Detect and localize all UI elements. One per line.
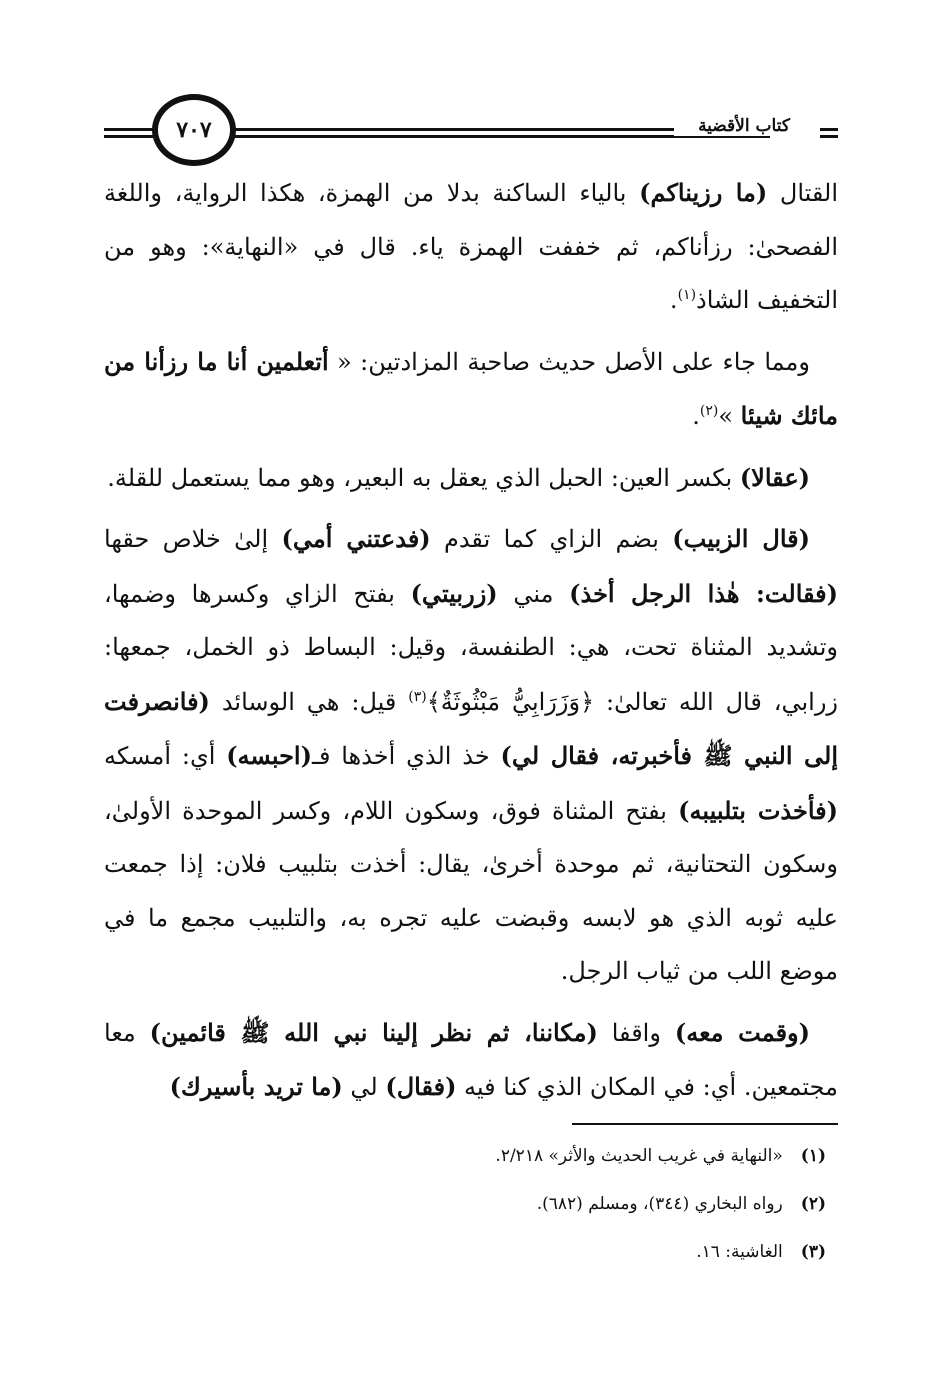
text-run: » — [718, 402, 741, 430]
paragraph — [104, 335, 838, 444]
text-run: مني — [497, 579, 570, 608]
bold-term: أتعلمين أنا ما رزأنا من مائك شيئا — [104, 346, 838, 430]
bold-term: (فأخذت بتلبيبه) — [678, 795, 838, 825]
text-run: . — [669, 286, 678, 314]
text-run: بفتح المثناة فوق، وسكون اللام، وكسر الموحدة الأولىٰ، وسكون التحتانية، ثم موحدة أخرىٰ، يقال: أخذت بتلبيب فلان: إذا جمعت عليه ثوبه الذي هو لابسه وقبضت عليه تجره به، والتلبيب مجمع ما في موضع اللب من ثياب الرجل. — [104, 796, 838, 985]
footnote-text: «النهاية في غريب الحديث والأثر» ٢/٢١٨. — [495, 1146, 783, 1166]
footnote-number: (٢) — [800, 1194, 826, 1214]
bold-term: (قال الزبيب) — [672, 524, 810, 553]
text-run: بفتح الزاي وكسرها وضمها، وتشديد المثناة تحت، هي: الطنفسة، وقيل: البساط ذو الخمل، جمعها: زرابي، قال الله تعالىٰ: — [104, 579, 838, 716]
bold-term: (وقمت معه) — [674, 1017, 810, 1047]
header-rule — [820, 128, 838, 131]
quran-quote: ﴿وَزَرَابِيُّ مَبْثُوثَةٌ﴾ — [426, 687, 595, 716]
page-header — [104, 92, 838, 172]
paragraph — [104, 1006, 838, 1115]
bold-term: (احبسه) — [226, 741, 312, 770]
text-run: بكسر العين: الحبل الذي يعقل به البعير، وهو مما يستعمل للقلة. — [107, 463, 740, 492]
footnote-ref[interactable]: (١) — [677, 287, 697, 303]
text-run: بالياء الساكنة بدلا من الهمزة، هكذا الرواية، واللغة الفصحىٰ: رزأناكم، ثم خففت الهمزة ياء. قال في «النهاية»: وهو من التخفيف الشاذ — [104, 179, 838, 314]
paragraph — [104, 166, 838, 328]
text-run: قيل: هي الوسائد — [209, 687, 409, 716]
footnote — [104, 1132, 826, 1180]
text-run: خذ الذي أخذها فـ — [311, 742, 501, 770]
text-run: ومما جاء على الأصل حديث صاحبة المزادتين: « — [328, 347, 810, 376]
page-number: ٧٠٧ — [176, 117, 212, 143]
bold-term: (فانصرفت إلى النبي ﷺ فأخبرته، فقال لي) — [104, 686, 839, 770]
text-run: واقفا — [597, 1018, 675, 1047]
bold-term: (مكاننا، ثم نظر إلينا نبي الله ﷺ قائمين) — [149, 1017, 598, 1047]
footnote — [104, 1228, 826, 1276]
book-title: كتاب الأقضية — [674, 116, 814, 136]
footnote-text: الغاشية: ١٦. — [696, 1242, 783, 1262]
footnote-number: (١) — [800, 1146, 826, 1166]
text-run: معا مجتمعين. أي: في المكان الذي كنا فيه — [104, 1018, 838, 1101]
text-run: إلىٰ خلاص حقها — [104, 525, 282, 553]
text-run: بضم الزاي كما تقدم — [430, 525, 673, 553]
bold-term: (فقالت: هٰذا الرجل أخذ) — [569, 578, 838, 608]
bold-term: (ما تريد بأسيرك) — [169, 1072, 343, 1101]
bold-term: (ما رزيناكم) — [639, 178, 768, 207]
footnote-separator — [572, 1123, 838, 1125]
text-run: لي — [342, 1073, 386, 1101]
header-rule — [820, 135, 838, 138]
bold-term: (عقالا) — [739, 462, 810, 492]
bold-term: (زربيتي) — [410, 578, 498, 608]
paragraph — [104, 512, 838, 999]
bold-term: (فدعتني أمي) — [281, 524, 431, 553]
main-text — [104, 166, 838, 1122]
footnote-number: (٣) — [800, 1242, 826, 1262]
text-run: . — [692, 402, 700, 430]
page-number-badge — [152, 94, 236, 166]
footnote — [104, 1180, 826, 1228]
footnote-ref[interactable]: (٣) — [408, 688, 427, 705]
bold-term: (فقال) — [385, 1072, 457, 1101]
footnote-ref[interactable]: (٢) — [699, 403, 719, 419]
footnotes — [104, 1132, 826, 1276]
text-run: أي: أمسكه — [104, 742, 227, 770]
paragraph — [104, 451, 838, 506]
text-run: القتال — [767, 179, 838, 207]
footnote-text: رواه البخاري (٣٤٤)، ومسلم (٦٨٢). — [536, 1194, 783, 1214]
